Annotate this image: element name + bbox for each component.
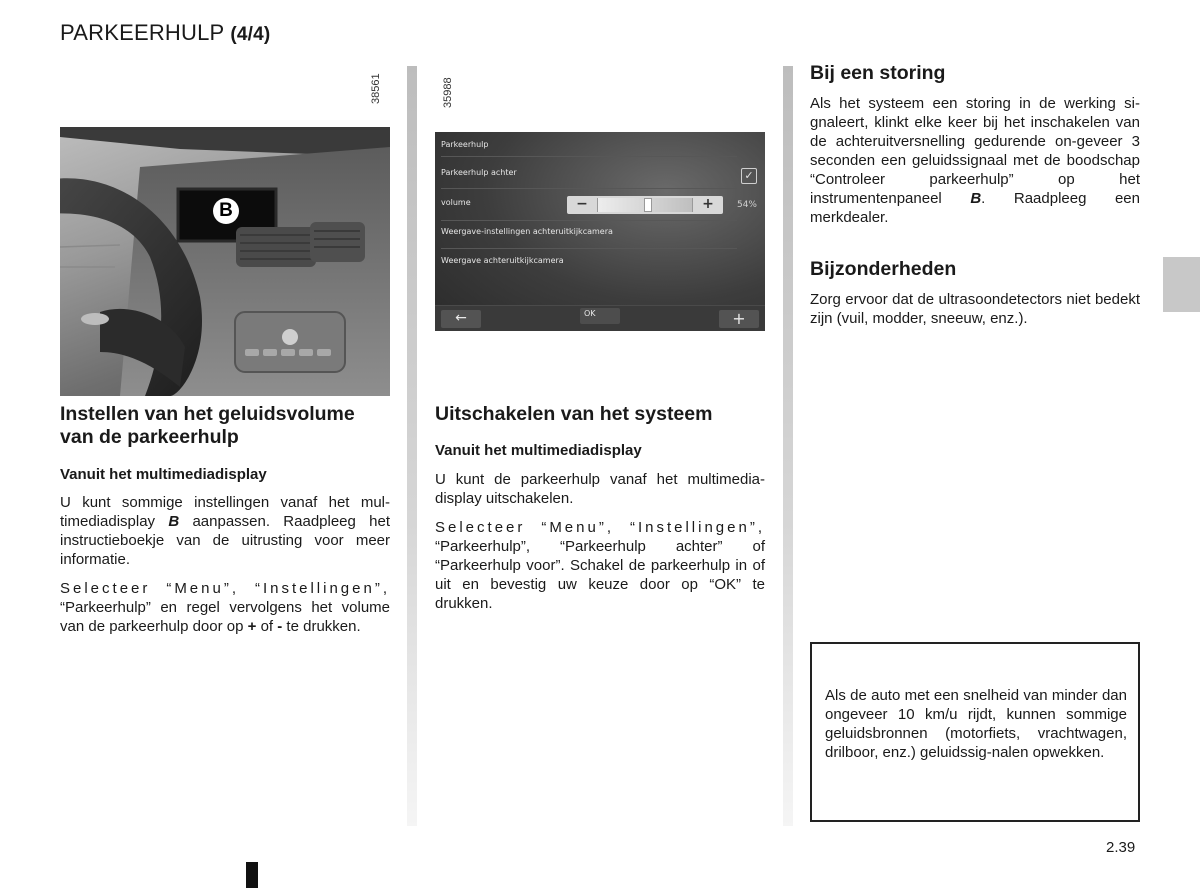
subheading-multimedia-2: Vanuit het multimediadisplay [435,442,642,459]
dashboard-photo [60,127,390,396]
heading-particularities: Bijzonderheden [810,258,957,280]
paragraph-malfunction: Als het systeem een storing in de werking si-gnaleert, klinkt elke keer bij het inschakelen van de achteruitversnelling gedurende on-geveer 3 seconden een geluidssignaal met de boodschap “Controleer parkeerhulp” op het instrumentenpaneel B. Raadpleeg een merkdealer. [810,95,1140,226]
column-divider-right [783,66,793,826]
volume-knob[interactable] [644,198,652,212]
page-title [60,20,270,46]
back-arrow-icon[interactable]: ← [441,310,481,328]
volume-track[interactable] [597,198,693,212]
paragraph-disable: U kunt de parkeerhulp vanaf het multimedia-display uitschakelen. [435,471,765,507]
row-camera-view[interactable]: Weergave achteruitkijkcamera [441,256,564,265]
heading-malfunction: Bij een storing [810,62,946,84]
screen-title: Parkeerhulp [441,140,489,149]
checkbox-checked-icon[interactable]: ✓ [741,168,757,184]
bottom-mark [246,862,258,888]
page-title-main: PARKEERHULP [60,20,224,45]
paragraph-particularities: Zorg ervoor dat de ultrasoondetectors niet bedekt zijn (vuil, modder, sneeuw, enz.). [810,291,1140,327]
note-text: Als de auto met een snelheid van minder dan ongeveer 10 km/u rijdt, kunnen sommige geluidsbronnen (motorfiets, vrachtwagen, drilboor, enz.) geluidssig-nalen opwekken. [825,687,1127,761]
row-volume: volume [441,198,471,207]
multimedia-screen [435,132,765,331]
screen-reference-number: 35988 [442,77,454,108]
volume-slider[interactable] [567,196,723,214]
column-divider-left [407,66,417,826]
subheading-multimedia: Vanuit het multimediadisplay [60,466,267,483]
dashboard-illustration [60,127,390,396]
paragraph-instellingen: U kunt sommige instellingen vanaf het mul-timediadisplay B aanpassen. Raadpleeg het instructieboekje van de uitrusting voor meer informatie. [60,494,390,568]
photo-reference-number: 38561 [370,73,382,104]
screen-divider [441,188,737,189]
paragraph-disable-steps: Selecteer “Menu”, “Instellingen”, “Parkeerhulp”, “Parkeerhulp achter” of “Parkeerhulp voor”. Schakel de parkeerhulp in of uit en bevestig uw keuze door op “OK” te drukken. [435,519,765,612]
label-b-badge: B [213,198,239,224]
volume-minus-button[interactable]: − [576,196,588,212]
row-camera-settings[interactable]: Weergave-instellingen achteruitkijkcamera [441,227,613,236]
page-number: 2.39 [1106,839,1136,856]
volume-percent: 54% [736,200,757,210]
screen-bottom-bar [435,305,765,331]
note-box [810,642,1140,822]
row-parkeerhulp-achter[interactable]: Parkeerhulp achter [441,168,517,177]
heading-disable-system: Uitschakelen van het systeem [435,403,713,425]
volume-plus-button[interactable]: + [702,196,714,212]
heading-volume-settings: Instellen van het geluidsvolume van de parkeerhulp [60,403,355,448]
screen-divider [441,156,737,157]
ok-button[interactable]: OK [580,308,620,324]
page-title-suffix: (4/4) [230,24,271,45]
add-icon[interactable]: + [719,310,759,328]
screen-divider [441,248,737,249]
screen-divider [441,220,737,221]
chapter-tab-marker [1163,257,1200,312]
paragraph-menu-steps: Selecteer “Menu”, “Instellingen”, “Parkeerhulp” en regel vervolgens het volume van de parkeerhulp door op + of - te drukken. [60,580,390,635]
